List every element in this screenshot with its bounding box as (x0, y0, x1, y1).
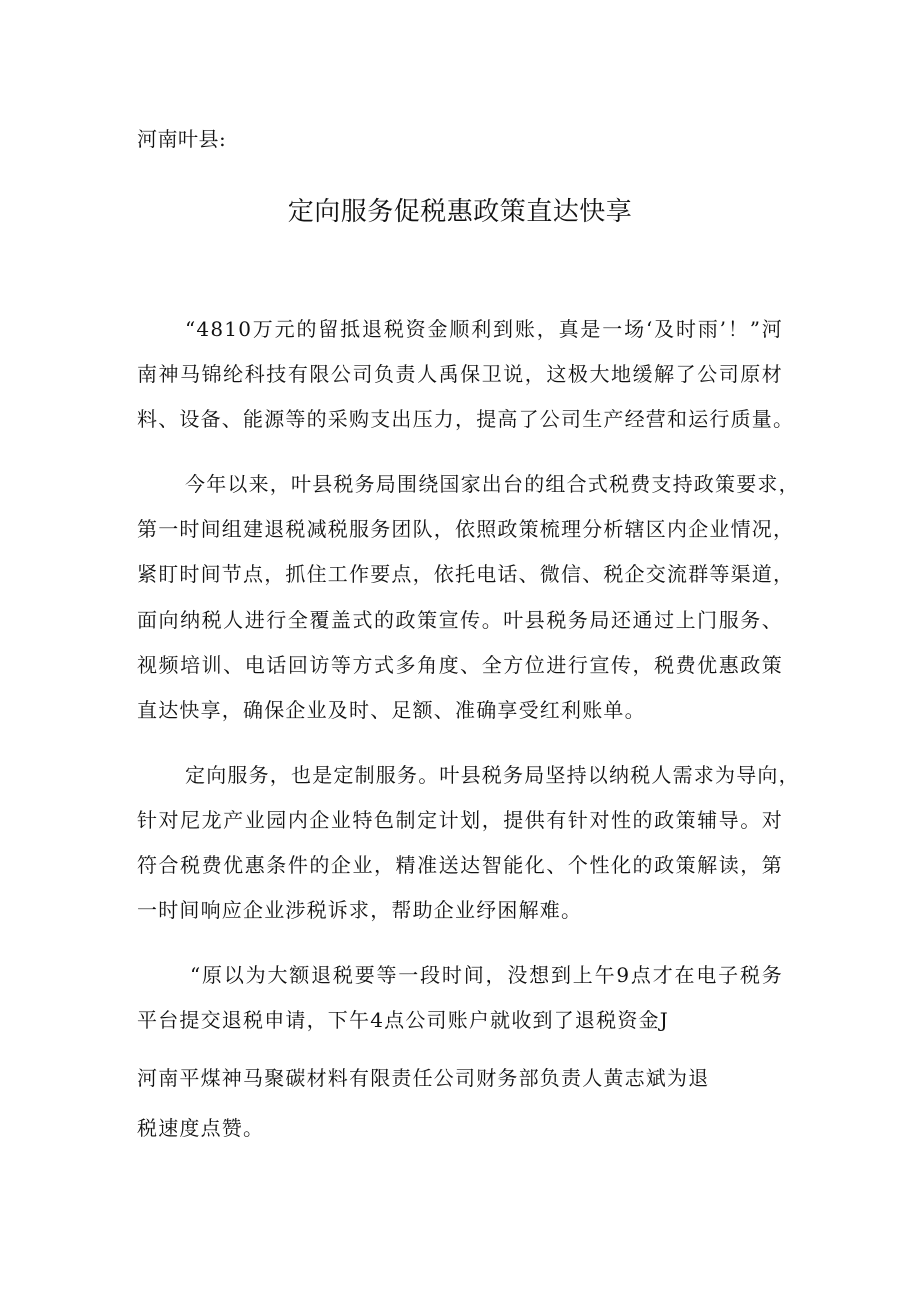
paragraph-3-line-3: 符合税费优惠条件的企业，精准送达智能化、个性化的政策解读，第 (137, 853, 783, 877)
paragraph-2-line-1: 今年以来，叶县税务局围绕国家出台的组合式税费支持政策要求， (185, 472, 800, 496)
paragraph-2-line-6: 直达快享，确保企业及时、足额、准确享受红利账单。 (137, 698, 646, 722)
paragraph-3-line-4: 一时间响应企业涉税诉求，帮助企业纾困解难。 (137, 898, 583, 922)
paragraph-2-line-5: 视频培训、电话回访等方式多角度、全方位进行宣传，税费优惠政策 (137, 653, 783, 677)
paragraph-4-line-3: 河南平煤神马聚碳材料有限责任公司财务部负责人黄志斌为退 (137, 1066, 710, 1090)
paragraph-2-line-4: 面向纳税人进行全覆盖式的政策宣传。叶县税务局还通过上门服务、 (137, 608, 783, 632)
paragraph-1-line-2: 南神马锦纶科技有限公司负责人禹保卫说，这极大地缓解了公司原材 (137, 362, 783, 386)
paragraph-4-line-2: 平台提交退税申请，下午4点公司账户就收到了退税资金J (137, 1008, 669, 1032)
dateline-location: 河南叶县: (137, 127, 227, 151)
paragraph-2-line-2: 第一时间组建退税减税服务团队，依照政策梳理分析辖区内企业情况， (137, 517, 795, 541)
paragraph-4-line-1: “原以为大额退税要等一段时间，没想到上午9点才在电子税务 (190, 963, 783, 987)
paragraph-1-line-3: 料、设备、能源等的采购支出压力，提高了公司生产经营和运行质量。 (137, 407, 795, 431)
paragraph-3-line-1: 定向服务，也是定制服务。叶县税务局坚持以纳税人需求为导向， (185, 763, 800, 787)
paragraph-1-line-1: “4810万元的留抵退税资金顺利到账，真是一场‘及时雨’！”河 (185, 317, 783, 341)
paragraph-3-line-2: 针对尼龙产业园内企业特色制定计划，提供有针对性的政策辅导。对 (137, 808, 783, 832)
paragraph-2-line-3: 紧盯时间节点，抓住工作要点，依托电话、微信、税企交流群等渠道， (137, 562, 795, 586)
article-title: 定向服务促税惠政策直达快享 (287, 197, 633, 227)
paragraph-4-line-4: 税速度点赞。 (137, 1116, 265, 1140)
